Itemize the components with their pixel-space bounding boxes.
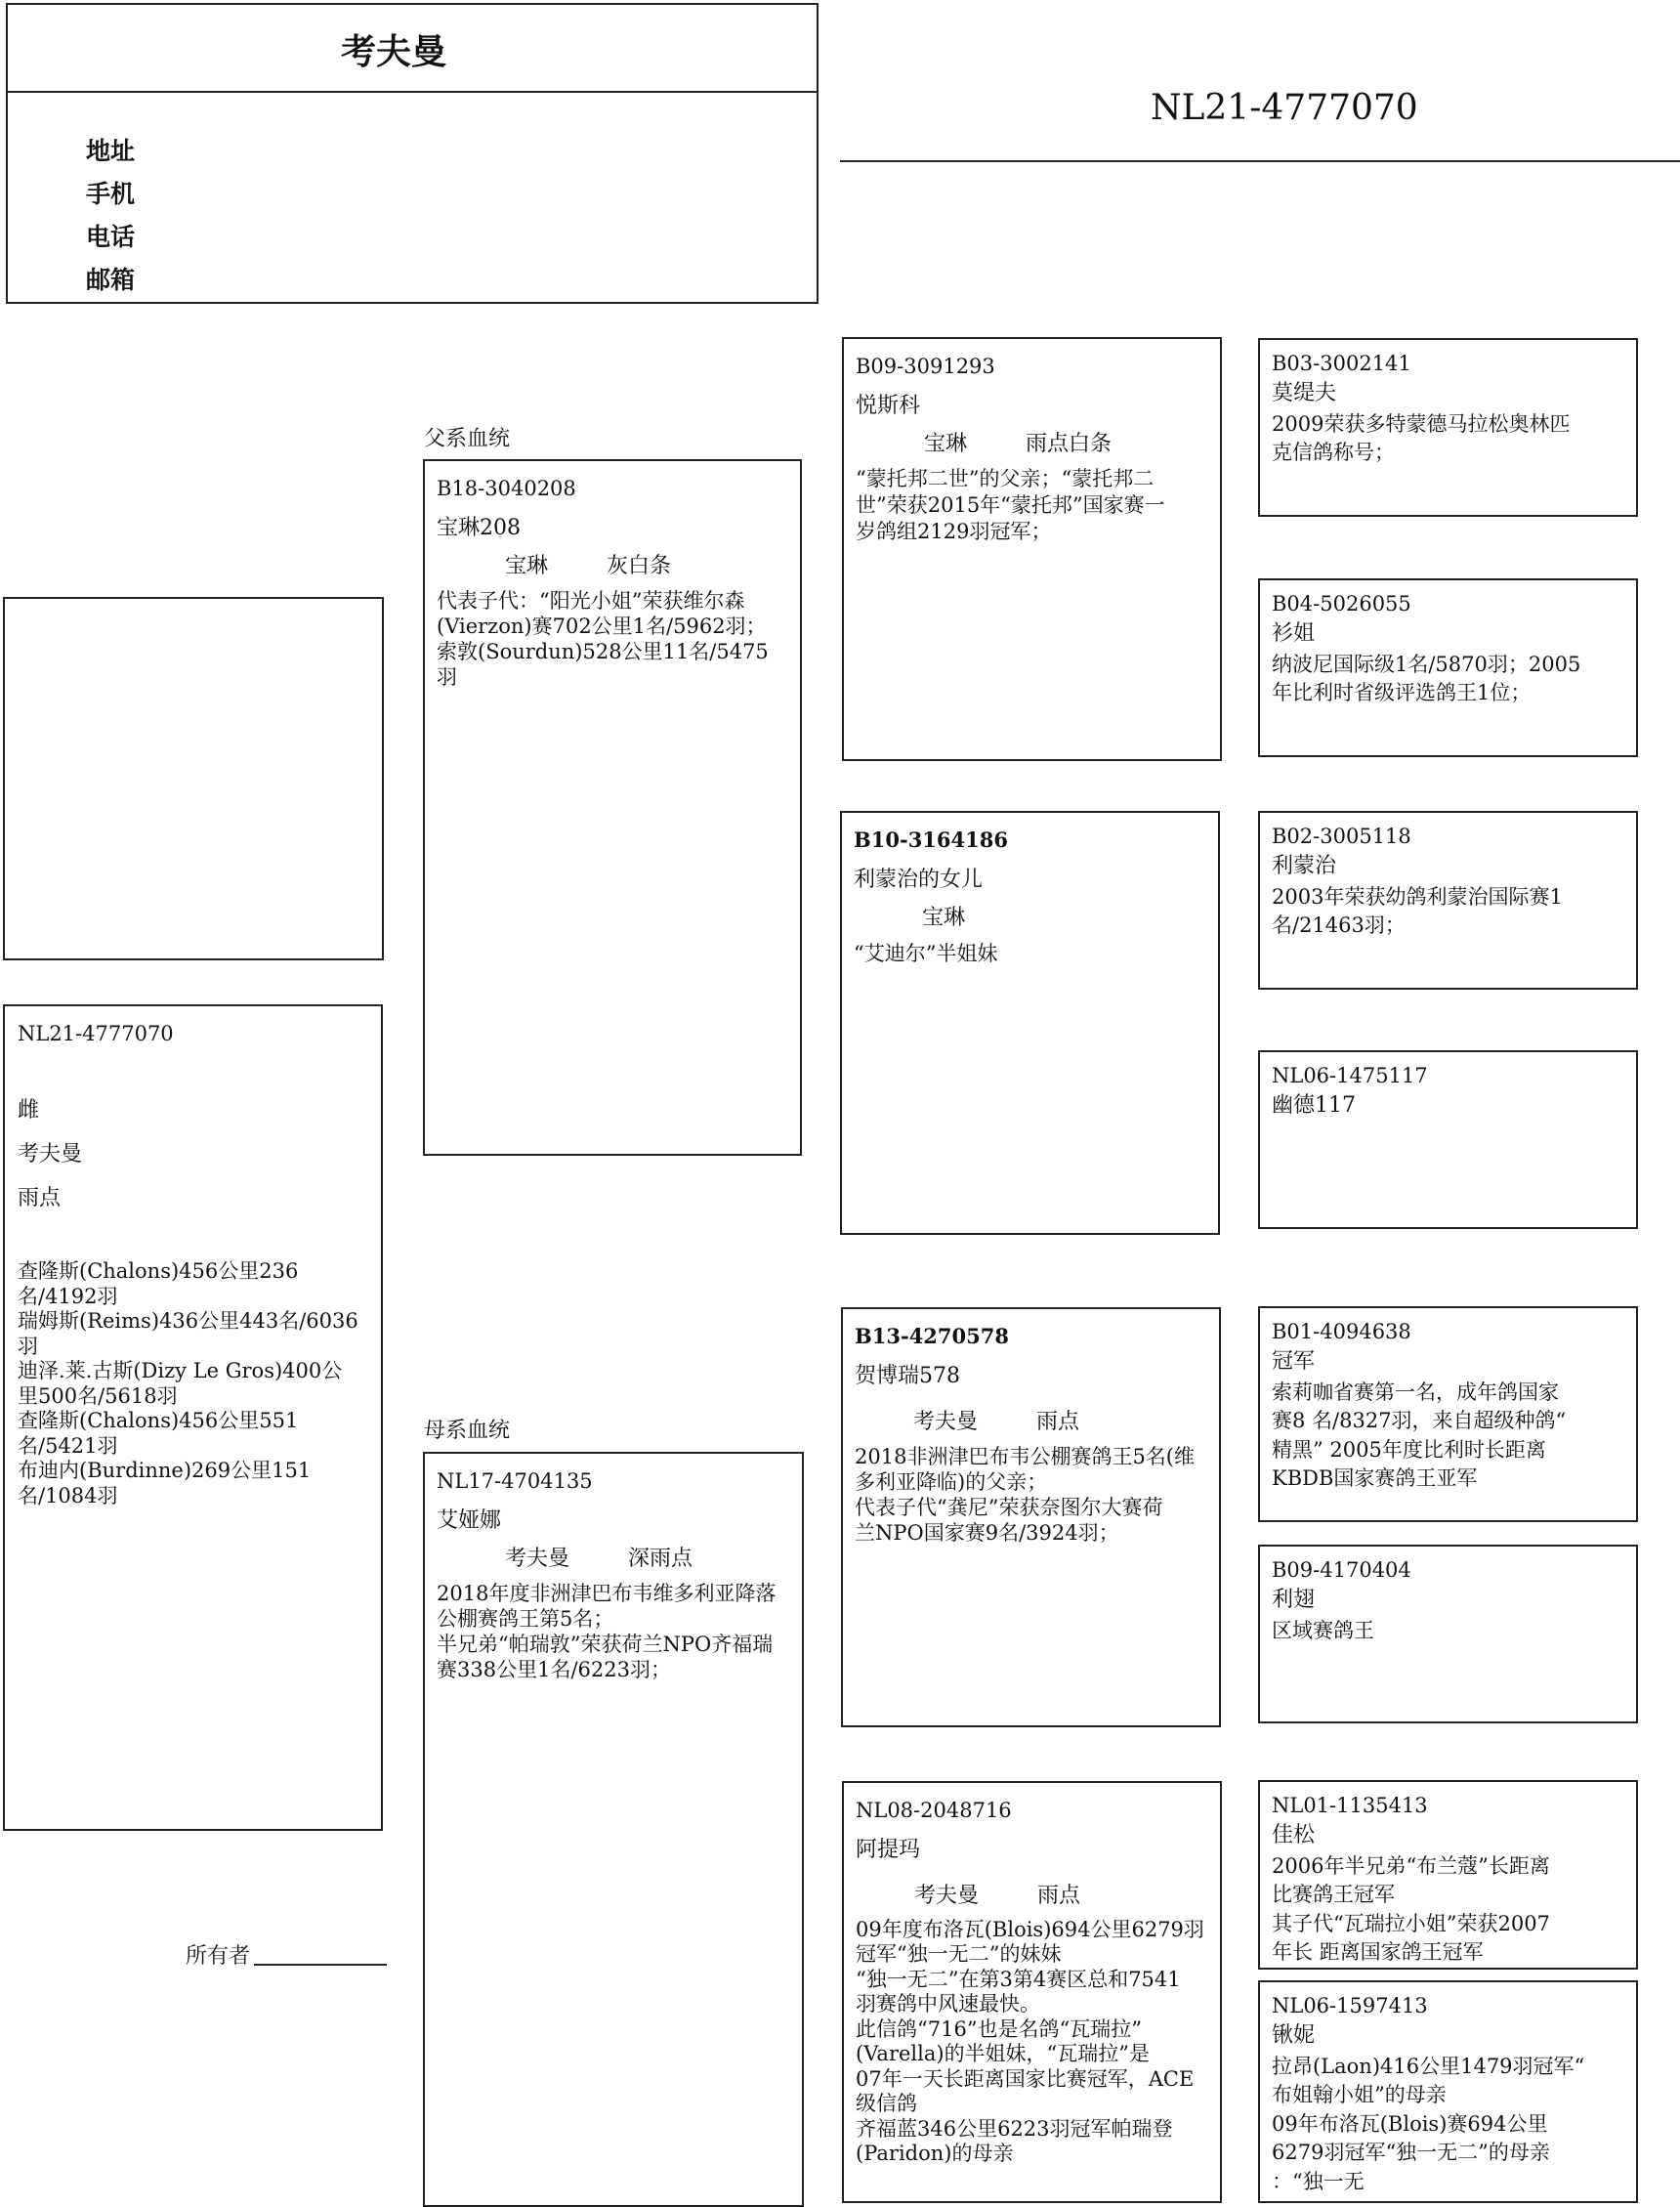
gp-breeder: 宝琳	[924, 432, 968, 457]
great-grandparent-card	[1258, 338, 1638, 517]
ggp-ring: B09-4170404	[1272, 1558, 1411, 1582]
pigeon-ring: NL21-4777070	[18, 1022, 174, 1045]
desc-line: 齐福蓝346公里6223羽冠军帕瑞登	[856, 2116, 1173, 2141]
result-line: 名/4192羽	[18, 1284, 118, 1308]
sire-ring: B18-3040208	[437, 477, 576, 500]
ggp-name: 幽德117	[1272, 1093, 1356, 1119]
gp-desc	[854, 942, 1210, 967]
ggp-ring: B04-5026055	[1272, 592, 1411, 615]
dam-section-label: 母系血统	[424, 1419, 511, 1443]
header-box	[6, 3, 819, 304]
gp-attrs	[854, 904, 1210, 934]
desc-line: 布姐翰小姐”的母亲	[1272, 2083, 1447, 2107]
result-line: 名/5421羽	[18, 1433, 118, 1458]
desc-line: 区域赛鸽王	[1272, 1619, 1374, 1643]
header-ring-number: NL21-4777070	[1151, 88, 1418, 128]
desc-line: 公棚赛鸽王第5名；	[437, 1606, 614, 1631]
gp-breeder: 考夫曼	[914, 1884, 980, 1909]
owner-label: 所有者	[186, 1944, 251, 1969]
sire-name: 宝琳208	[437, 516, 521, 541]
ggp-ring: B03-3002141	[1272, 352, 1411, 375]
desc-line: 2018非洲津巴布韦公棚赛鸽王5名(维	[855, 1444, 1195, 1468]
sire-card	[423, 459, 802, 1156]
ggp-name: 衫姐	[1272, 621, 1316, 647]
desc-line: 兰NPO国家赛9名/3924羽；	[855, 1520, 1119, 1545]
great-grandparent-card	[1258, 1980, 1638, 2203]
desc-line: 羽	[437, 664, 457, 689]
result-line: 查隆斯(Chalons)456公里236	[18, 1259, 299, 1284]
ggp-name: 佳松	[1272, 1823, 1316, 1848]
desc-line: 代表子代：“阳光小姐”荣获维尔森	[437, 588, 745, 613]
desc-line: 羽赛鸽中风速最快。	[856, 1992, 1040, 2016]
email-label: 邮箱	[86, 266, 136, 294]
gp-desc	[856, 1918, 1212, 2167]
gp-breeder: 考夫曼	[913, 1410, 979, 1435]
desc-line: 半兄弟“帕瑞敦”荣获荷兰NPO齐福瑞	[437, 1632, 774, 1656]
gp-breeder: 宝琳	[922, 906, 966, 931]
desc-line: 此信鸽“716”也是名鸽“瓦瑞拉”	[856, 2016, 1143, 2041]
result-line: 羽	[18, 1334, 38, 1358]
ggp-desc	[1272, 651, 1628, 708]
desc-line: 代表子代“龚尼”荣获奈图尔大赛荷	[855, 1495, 1163, 1519]
result-line: 瑞姆斯(Reims)436公里443名/6036	[18, 1309, 358, 1334]
desc-line: “蒙托邦二世”的父亲；“蒙托邦二	[856, 466, 1155, 490]
gp-color: 雨点白条	[1026, 432, 1113, 457]
gp-ring: B10-3164186	[854, 828, 1008, 852]
desc-line: 年长 距离国家鸽王冠军	[1272, 1940, 1484, 1965]
gp-desc	[856, 466, 1212, 545]
ggp-name: 利翅	[1272, 1588, 1316, 1613]
desc-line: KBDB国家赛鸽王亚军	[1272, 1466, 1478, 1491]
desc-line: 2006年半兄弟“布兰蔻”长距离	[1272, 1854, 1550, 1879]
desc-line: 级信鸽	[856, 2092, 917, 2116]
desc-line: (Varella)的半姐妹，“瓦瑞拉”是	[856, 2042, 1151, 2066]
sire-color: 灰白条	[607, 554, 672, 579]
desc-line: 纳波尼国际级1名/5870羽；2005	[1272, 653, 1581, 677]
dam-name: 艾娅娜	[437, 1508, 502, 1534]
desc-line: 赛8 名/8327羽，来自超级种鸽“	[1272, 1409, 1567, 1433]
result-line: 名/1084羽	[18, 1483, 118, 1507]
dam-card	[423, 1452, 804, 2207]
desc-line: 年比利时省级评选鸽王1位；	[1272, 681, 1532, 705]
sire-section-label: 父系血统	[424, 427, 511, 451]
pigeon-results	[18, 1259, 381, 1508]
pigeon-sex: 雌	[18, 1098, 40, 1124]
desc-line: 克信鸽称号；	[1272, 441, 1395, 465]
gp-name: 利蒙治的女儿	[854, 868, 984, 893]
grandparent-card	[842, 337, 1222, 761]
desc-line: “独一无二”在第3第4赛区总和7541	[856, 1967, 1181, 1991]
result-line: 里500名/5618羽	[18, 1383, 178, 1408]
great-grandparent-card	[1258, 1780, 1638, 1970]
desc-line: 2009荣获多特蒙德马拉松奥林匹	[1272, 412, 1571, 437]
dam-breeder: 考夫曼	[505, 1547, 570, 1572]
gp-name: 悦斯科	[856, 394, 921, 419]
grandparent-card	[840, 811, 1220, 1235]
pigeon-color: 雨点	[18, 1186, 62, 1211]
great-grandparent-card	[1258, 1050, 1638, 1229]
owner-line	[254, 1964, 387, 1966]
header-divider	[8, 91, 817, 93]
desc-line: 09年布洛瓦(Blois)赛694公里	[1272, 2111, 1548, 2136]
ggp-name: 锹妮	[1272, 2023, 1316, 2049]
desc-line: (Vierzon)赛702公里1名/5962羽；	[437, 614, 767, 638]
desc-line: 比赛鸽王冠军	[1272, 1883, 1395, 1907]
photo-box	[3, 597, 384, 960]
phone-label: 电话	[86, 223, 136, 251]
ggp-ring: NL06-1597413	[1272, 1994, 1428, 2017]
desc-line: 索莉咖省赛第一名，成年鸽国家	[1272, 1380, 1559, 1405]
contact-labels	[86, 130, 135, 302]
desc-line: 冠军“独一无二”的妹妹	[856, 1942, 1062, 1967]
ggp-desc	[1272, 883, 1628, 941]
ggp-ring: B02-3005118	[1272, 825, 1411, 848]
ggp-desc	[1272, 410, 1628, 468]
desc-line: ：“独一无	[1272, 2169, 1365, 2193]
desc-line: 多利亚降临)的父亲；	[855, 1469, 1048, 1494]
ggp-desc	[1272, 2053, 1628, 2196]
desc-line: 2003年荣获幼鸽利蒙治国际赛1	[1272, 885, 1563, 910]
desc-line: 名/21463羽；	[1272, 913, 1406, 938]
ggp-desc	[1272, 1617, 1628, 1645]
sire-desc	[437, 588, 792, 690]
desc-line: 07年一天长距离国家比赛冠军，ACE	[856, 2066, 1195, 2091]
ggp-name: 莫缇夫	[1272, 381, 1337, 406]
ggp-ring: NL06-1475117	[1272, 1064, 1428, 1087]
gp-attrs	[855, 1408, 1211, 1438]
desc-line: 岁鸽组2129羽冠军；	[856, 519, 1052, 543]
gp-ring: B09-3091293	[856, 355, 995, 378]
address-label: 地址	[86, 137, 136, 165]
mobile-label: 手机	[86, 180, 136, 208]
ggp-desc	[1272, 1379, 1628, 1494]
dam-attrs	[437, 1545, 794, 1575]
gp-desc	[855, 1444, 1211, 1546]
header-ring-underline	[840, 160, 1680, 162]
ggp-desc	[1272, 1852, 1628, 1968]
pigeon-breeder: 考夫曼	[18, 1142, 83, 1167]
gp-color: 雨点	[1036, 1410, 1080, 1435]
result-line: 迪泽.莱.古斯(Dizy Le Gros)400公	[18, 1359, 343, 1383]
desc-line: 2018年度非洲津巴布韦维多利亚降落	[437, 1581, 777, 1605]
desc-line: 拉昂(Laon)416公里1479羽冠军“	[1272, 2055, 1585, 2079]
gp-name: 贺博瑞578	[855, 1364, 960, 1389]
gp-name: 阿提玛	[856, 1838, 921, 1863]
gp-ring: B13-4270578	[855, 1324, 1009, 1348]
great-grandparent-card	[1258, 1306, 1638, 1522]
breeder-title: 考夫曼	[340, 31, 446, 72]
dam-color: 深雨点	[628, 1547, 693, 1572]
dam-desc	[437, 1581, 794, 1682]
ggp-name: 利蒙治	[1272, 854, 1337, 879]
grandparent-card	[841, 1307, 1221, 1727]
desc-line: 6279羽冠军“独一无二”的母亲	[1272, 2141, 1550, 2165]
desc-line: 精黑” 2005年度比利时长距离	[1272, 1437, 1546, 1462]
great-grandparent-card	[1258, 811, 1638, 990]
desc-line: 赛338公里1名/6223羽；	[437, 1657, 671, 1681]
result-line: 查隆斯(Chalons)456公里551	[18, 1409, 299, 1433]
ggp-ring: NL01-1135413	[1272, 1794, 1428, 1817]
great-grandparent-card	[1258, 578, 1638, 757]
desc-line: “艾迪尔”半姐妹	[854, 941, 998, 965]
gp-attrs	[856, 430, 1212, 460]
result-line: 布迪内(Burdinne)269公里151	[18, 1459, 312, 1483]
desc-line: 09年度布洛瓦(Blois)694公里6279羽	[856, 1917, 1204, 1941]
gp-color: 雨点	[1037, 1884, 1081, 1909]
sire-breeder: 宝琳	[505, 554, 549, 579]
desc-line: 索敦(Sourdun)528公里11名/5475	[437, 639, 769, 663]
gp-ring: NL08-2048716	[856, 1799, 1012, 1822]
desc-line: 其子代“瓦瑞拉小姐”荣获2007	[1272, 1911, 1550, 1935]
sire-attrs	[437, 552, 792, 582]
ggp-ring: B01-4094638	[1272, 1320, 1411, 1343]
ggp-name: 冠军	[1272, 1349, 1316, 1375]
great-grandparent-card	[1258, 1545, 1638, 1723]
grandparent-card	[842, 1781, 1222, 2203]
desc-line: 世”荣获2015年“蒙托邦”国家赛一	[856, 492, 1165, 517]
gp-attrs	[856, 1882, 1212, 1912]
desc-line: (Paridon)的母亲	[856, 2142, 1014, 2166]
pigeon-card	[3, 1004, 383, 1831]
dam-ring: NL17-4704135	[437, 1469, 593, 1493]
